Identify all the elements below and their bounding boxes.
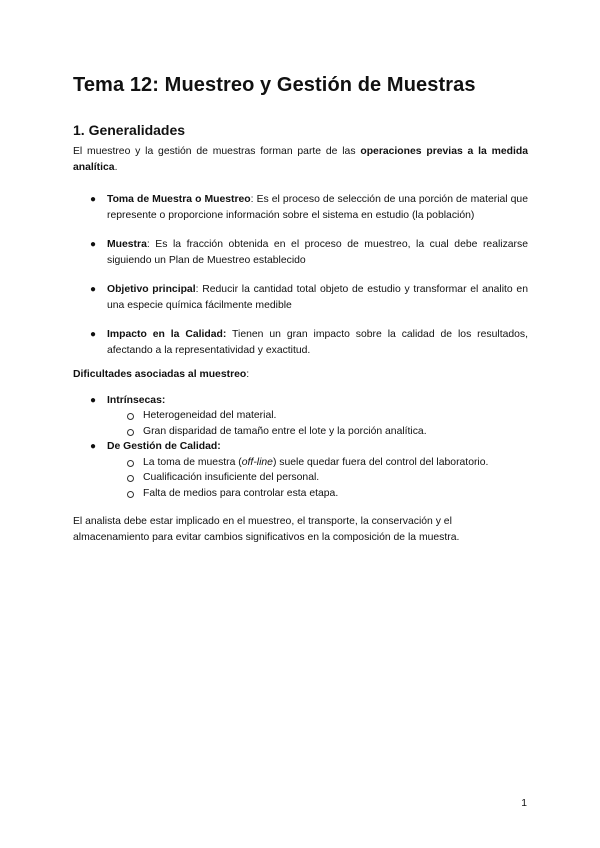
definition-text: Tienen un gran impacto sobre la calidad de los resultados, afectando a la representatividad y exactitud.	[107, 329, 528, 356]
definition-text: : Es el proceso de selección de una porción de material que represente o proporcione información sobre el sistema en estudio (la población)	[107, 194, 528, 221]
difficulties-list	[73, 393, 528, 502]
sub-item-italic: off-line	[241, 456, 273, 468]
sub-list-item	[107, 455, 528, 471]
bullet-icon: ●	[90, 239, 97, 250]
sub-item-text-end: ) suele quedar fuera del control del laboratorio.	[272, 456, 489, 468]
sub-item-text: Gran disparidad de tamaño entre el lote y la porción analítica.	[143, 425, 427, 437]
list-item	[73, 439, 528, 501]
list-item	[73, 282, 528, 313]
sub-list	[107, 408, 528, 439]
page-title: Tema 12: Muestreo y Gestión de Muestras	[73, 74, 476, 96]
sub-list-item	[107, 424, 528, 440]
bullet-icon: ●	[90, 329, 97, 340]
definition-list	[73, 192, 528, 358]
definition-term: Objetivo principal	[107, 284, 196, 295]
sub-item-text: Heterogeneidad del material.	[143, 410, 277, 421]
sub-item-text: Cualificación insuficiente del personal.	[143, 472, 320, 483]
bullet-icon: ●	[90, 194, 97, 205]
bullet-icon: ●	[90, 394, 97, 406]
difficulties-heading	[73, 367, 528, 383]
definition-term: Impacto en la Calidad:	[107, 329, 227, 340]
section-heading: 1. Generalidades	[73, 122, 186, 138]
list-item	[73, 327, 528, 358]
definition-text: : Reducir la cantidad total objeto de estudio y transformar el analito en una especie química fácilmente medible	[107, 284, 528, 311]
definition-term: Toma de Muestra o Muestreo	[107, 194, 251, 205]
sub-item-text: La toma de muestra (	[143, 456, 242, 468]
sub-list-item	[107, 486, 528, 502]
list-item	[73, 192, 528, 223]
intro-end: .	[114, 161, 118, 173]
list-item	[73, 393, 528, 440]
sub-list-item	[107, 408, 528, 424]
difficulty-group-label: Intrínsecas:	[107, 394, 166, 406]
page-content	[73, 70, 528, 545]
definition-term: Muestra	[107, 239, 147, 250]
circle-bullet-icon	[127, 475, 134, 482]
difficulties-heading-colon: :	[246, 369, 250, 380]
intro-text: El muestreo y la gestión de muestras forman parte de las	[73, 146, 361, 157]
bullet-icon: ●	[90, 441, 97, 452]
difficulty-group-label: De Gestión de Calidad:	[107, 441, 221, 452]
bullet-icon: ●	[90, 284, 97, 295]
circle-bullet-icon	[127, 429, 134, 436]
intro-paragraph	[73, 144, 528, 175]
difficulties-heading-text: Dificultades asociadas al muestreo	[73, 369, 247, 380]
list-item	[73, 237, 528, 268]
definition-text: : Es la fracción obtenida en el proceso de muestreo, la cual debe realizarse siguiendo un Plan de Muestreo establecido	[107, 239, 528, 266]
sub-list	[107, 455, 528, 502]
circle-bullet-icon	[127, 460, 134, 467]
circle-bullet-icon	[127, 413, 134, 420]
page-number: 1	[521, 798, 527, 809]
intro-bold-text: operaciones previas a la medida analítica	[73, 146, 528, 173]
circle-bullet-icon	[127, 491, 134, 498]
sub-list-item	[107, 470, 528, 486]
sub-item-text: Falta de medios para controlar esta etapa.	[143, 487, 339, 499]
closing-paragraph: El analista debe estar implicado en el muestreo, el transporte, la conservación y el almacenamiento para evitar cambios significativos en la composición de la muestra.	[73, 516, 460, 543]
